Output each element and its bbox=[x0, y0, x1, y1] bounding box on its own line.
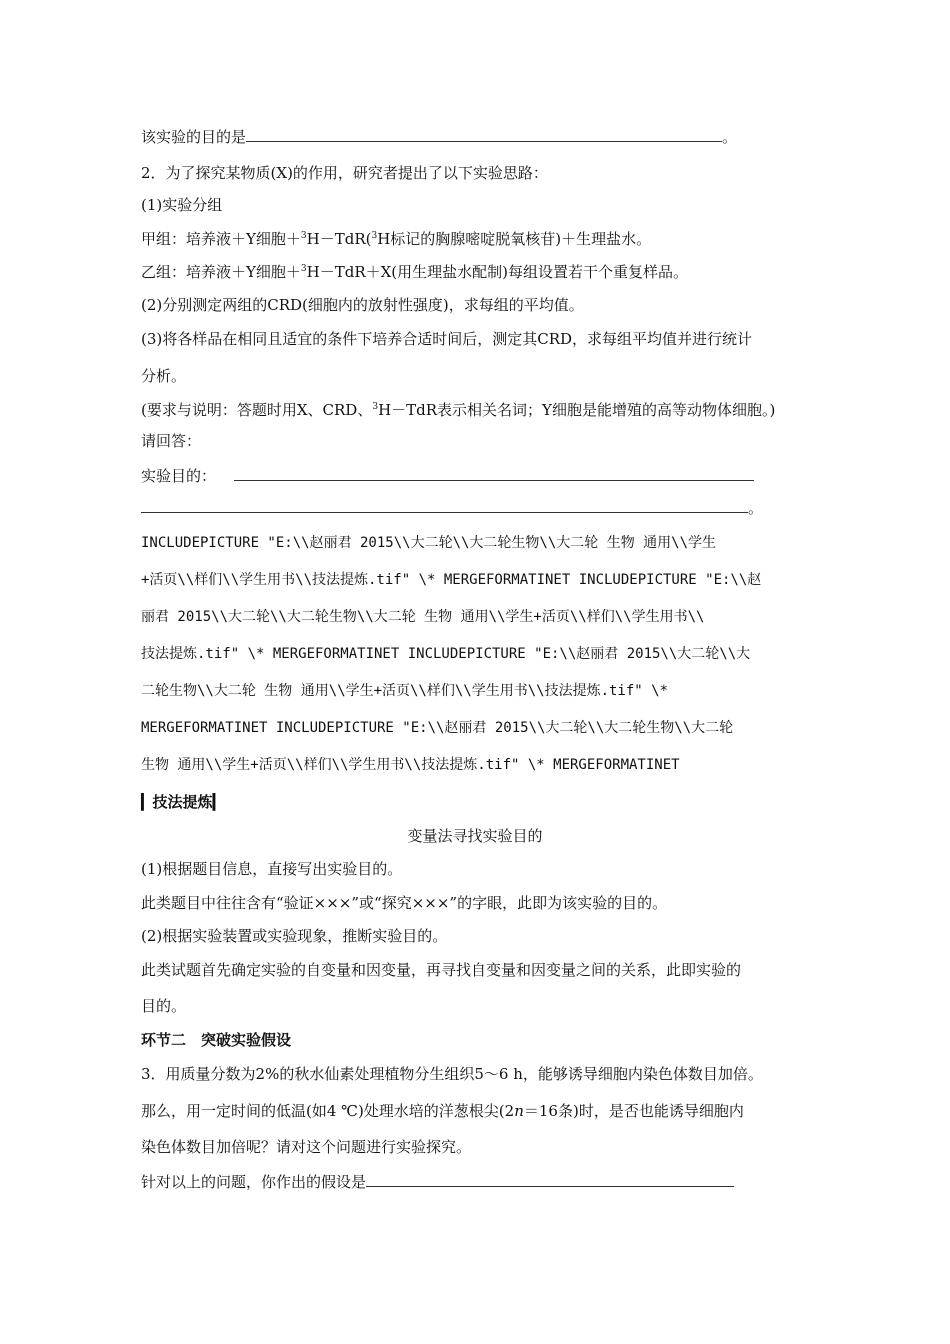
purpose-label: 实验目的： bbox=[141, 467, 217, 485]
hypothesis-line bbox=[141, 1172, 734, 1192]
purpose-blank-line2: 。 bbox=[141, 498, 763, 518]
technique-p1: (1)根据题目信息，直接写出实验目的。 bbox=[141, 860, 403, 878]
technique-p4-cont: 目的。 bbox=[141, 997, 187, 1015]
q3-line2: 那么，用一定时间的低温(如4 ℃)处理水培的洋葱根尖(2n＝16条)时，是否也能诱导细胞内 bbox=[141, 1102, 744, 1120]
answer-blank[interactable] bbox=[366, 1172, 734, 1187]
q2-step3-cont: 分析。 bbox=[141, 367, 187, 385]
q2-group-b: 乙组：培养液＋Y细胞＋$^3$H－TdR＋X(用生理盐水配制)每组设置若干个重复样品。 bbox=[141, 263, 689, 281]
answer-blank[interactable] bbox=[141, 498, 748, 513]
technique-header: ▎技法提炼▎ bbox=[141, 793, 225, 811]
q2-please: 请回答： bbox=[141, 432, 202, 450]
q2-note: (要求与说明：答题时用X、CRD、$^3$H－TdR表示相关名词；Y细胞是能增殖的高等动物体细胞。) bbox=[141, 401, 776, 419]
hypothesis-prompt: 针对以上的问题，你作出的假设是 bbox=[141, 1173, 367, 1191]
purpose-label-line bbox=[141, 466, 754, 486]
q3-line3: 染色体数目加倍呢？请对这个问题进行实验探究。 bbox=[141, 1138, 472, 1156]
include-field-line: 二轮生物\\大二轮 生物 通用\\学生+活页\\样们\\学生用书\\技法提炼.tif" \* bbox=[141, 683, 669, 699]
include-field-line: MERGEFORMATINET INCLUDEPICTURE "E:\\赵丽君 2015\\大二轮\\大二轮生物\\大二轮 bbox=[141, 720, 734, 736]
technique-p3: (2)根据实验装置或实验现象，推断实验目的。 bbox=[141, 927, 448, 945]
include-field-line: 技法提炼.tif" \* MERGEFORMATINET INCLUDEPICTURE "E:\\赵丽君 2015\\大二轮\\大 bbox=[141, 646, 751, 662]
answer-blank[interactable] bbox=[246, 127, 722, 142]
q2-step1: (1)实验分组 bbox=[141, 196, 223, 214]
include-field-line: INCLUDEPICTURE "E:\\赵丽君 2015\\大二轮\\大二轮生物\\大二轮 生物 通用\\学生 bbox=[141, 535, 717, 551]
technique-title: 变量法寻找实验目的 bbox=[407, 827, 543, 845]
technique-p4: 此类试题首先确定实验的自变量和因变量，再寻找自变量和因变量之间的关系，此即实验的 bbox=[141, 961, 742, 979]
q2-intro: 2．为了探究某物质(X)的作用，研究者提出了以下实验思路： bbox=[141, 164, 548, 182]
q3-line1: 3．用质量分数为2%的秋水仙素处理植物分生组织5～6 h，能够诱导细胞内染色体数目加倍。 bbox=[141, 1065, 763, 1083]
purpose-prompt: 该实验的目的是 bbox=[141, 128, 247, 146]
section2-title: 环节二 突破实验假设 bbox=[141, 1031, 292, 1049]
answer-blank[interactable] bbox=[234, 466, 754, 481]
q2-step2: (2)分别测定两组的CRD(细胞内的放射性强度)，求每组的平均值。 bbox=[141, 296, 584, 314]
q2-group-a: 甲组：培养液＋Y细胞＋$^3$H－TdR($^3$H标记的胸腺嘧啶脱氧核苷)＋生理盐水。 bbox=[141, 230, 652, 248]
technique-p2: 此类题目中往往含有“验证×××”或“探究×××”的字眼，此即为该实验的目的。 bbox=[141, 894, 668, 912]
include-field-line: 丽君 2015\\大二轮\\大二轮生物\\大二轮 生物 通用\\学生+活页\\样们\\学生用书\\ bbox=[141, 609, 705, 625]
include-field-line: +活页\\样们\\学生用书\\技法提炼.tif" \* MERGEFORMATINET INCLUDEPICTURE "E:\\赵 bbox=[141, 572, 762, 588]
q2-step3: (3)将各样品在相同且适宜的条件下培养合适时间后，测定其CRD，求每组平均值并进行统计 bbox=[141, 330, 753, 348]
purpose-line: 该实验的目的是 。 bbox=[141, 128, 738, 146]
include-field-line: 生物 通用\\学生+活页\\样们\\学生用书\\技法提炼.tif" \* MERGEFORMATINET bbox=[141, 757, 680, 773]
